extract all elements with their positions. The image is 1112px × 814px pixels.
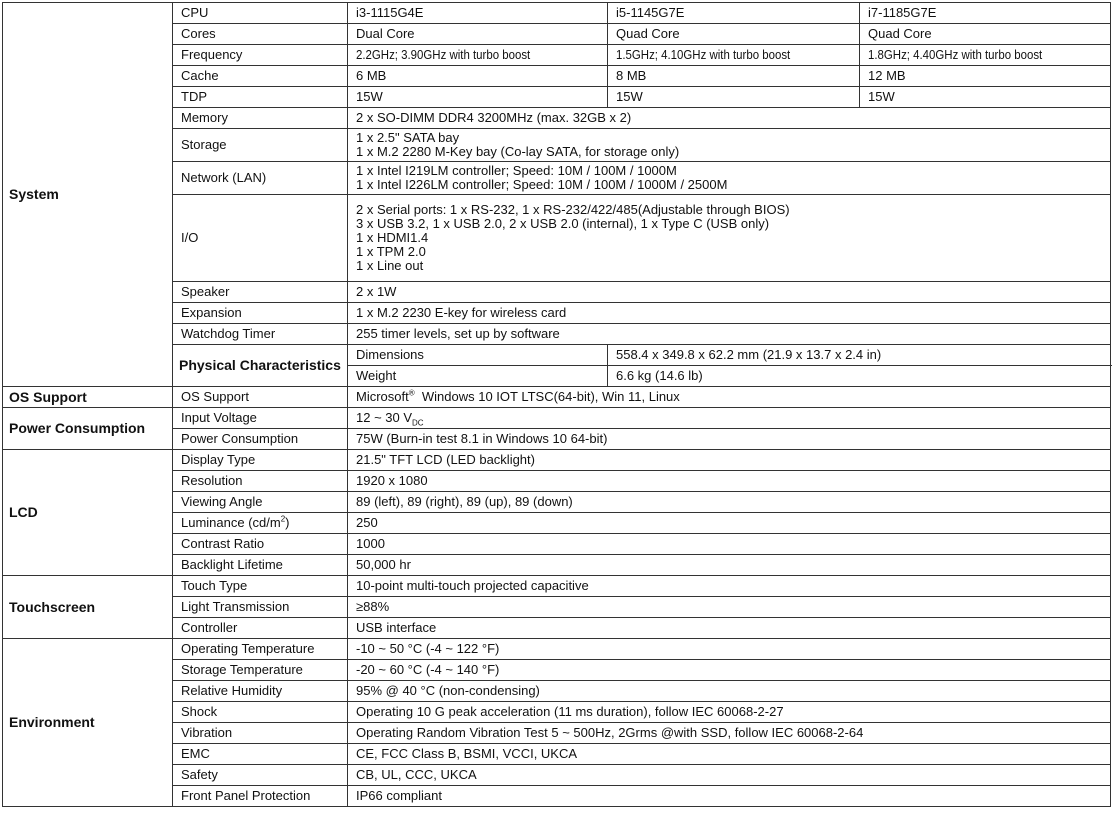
value-resolution: 1920 x 1080 — [348, 471, 1111, 492]
label-luminance-sup: 2 — [280, 514, 286, 524]
label-luminance-post: ) — [285, 515, 290, 530]
value-contrast: 1000 — [348, 534, 1111, 555]
value-weight: 6.6 kg (14.6 lb) — [608, 366, 1111, 387]
label-humidity: Relative Humidity — [173, 681, 348, 702]
label-vibration: Vibration — [173, 723, 348, 744]
label-backlight: Backlight Lifetime — [173, 555, 348, 576]
label-operating-temperature: Operating Temperature — [173, 639, 348, 660]
value-emc: CE, FCC Class B, BSMI, VCCI, UKCA — [348, 744, 1111, 765]
value-watchdog: 255 timer levels, set up by software — [348, 324, 1111, 345]
value-vibration: Operating Random Vibration Test 5 ~ 500Hz, 2Grms @with SSD, follow IEC 60068-2-64 — [348, 723, 1111, 744]
value-input-voltage — [348, 408, 1111, 429]
category-touchscreen: Touchscreen — [3, 576, 173, 639]
registered-mark: ® — [408, 388, 415, 398]
value-io-text: 2 x Serial ports: 1 x RS-232, 1 x RS-232/422/485(Adjustable through BIOS) 3 x USB 3.2, 1 x USB 2.0, 2 x USB 2.0 (internal), 1 x Type C (USB only) 1 x HDMI1.4 1 x TPM 2.0 1 x Line out — [356, 202, 790, 273]
label-dimensions: Dimensions — [348, 345, 608, 366]
value-cpu-3: i7-1185G7E — [860, 3, 1111, 24]
label-tdp: TDP — [173, 87, 348, 108]
value-os — [348, 387, 1111, 408]
label-expansion: Expansion — [173, 303, 348, 324]
label-os: OS Support — [173, 387, 348, 408]
value-io — [348, 195, 1111, 282]
value-safety: CB, UL, CCC, UKCA — [348, 765, 1111, 786]
value-expansion: 1 x M.2 2230 E-key for wireless card — [348, 303, 1111, 324]
value-os-post: Windows 10 IOT LTSC(64-bit), Win 11, Linux — [414, 389, 680, 404]
value-cache-3: 12 MB — [860, 66, 1111, 87]
value-frequency-2-text: 1.5GHz; 4.10GHz with turbo boost — [616, 47, 791, 62]
row-operating-temperature — [3, 639, 1111, 660]
spec-table — [2, 2, 1111, 807]
row-cpu — [3, 3, 1111, 24]
value-viewing-angle: 89 (left), 89 (right), 89 (up), 89 (down) — [348, 492, 1111, 513]
label-cores: Cores — [173, 24, 348, 45]
row-os — [3, 387, 1111, 408]
value-cores-3: Quad Core — [860, 24, 1111, 45]
value-frequency-2 — [608, 45, 860, 66]
value-cache-2: 8 MB — [608, 66, 860, 87]
label-weight: Weight — [348, 366, 608, 387]
value-controller: USB interface — [348, 618, 1111, 639]
value-memory: 2 x SO-DIMM DDR4 3200MHz (max. 32GB x 2) — [348, 108, 1111, 129]
label-controller: Controller — [173, 618, 348, 639]
category-physical: Physical Characteristics — [173, 345, 348, 387]
label-contrast: Contrast Ratio — [173, 534, 348, 555]
label-front-panel: Front Panel Protection — [173, 786, 348, 807]
row-input-voltage — [3, 408, 1111, 429]
value-cache-1: 6 MB — [348, 66, 608, 87]
value-cores-2: Quad Core — [608, 24, 860, 45]
value-frequency-1-text: 2.2GHz; 3.90GHz with turbo boost — [356, 47, 531, 62]
label-memory: Memory — [173, 108, 348, 129]
label-power-consumption: Power Consumption — [173, 429, 348, 450]
label-luminance — [173, 513, 348, 534]
value-backlight: 50,000 hr — [348, 555, 1111, 576]
value-tdp-3: 15W — [860, 87, 1111, 108]
category-system: System — [3, 3, 173, 387]
value-power-consumption: 75W (Burn-in test 8.1 in Windows 10 64-bit) — [348, 429, 1111, 450]
label-io: I/O — [173, 195, 348, 282]
label-resolution: Resolution — [173, 471, 348, 492]
value-luminance: 250 — [348, 513, 1111, 534]
value-frequency-1 — [348, 45, 608, 66]
value-dimensions: 558.4 x 349.8 x 62.2 mm (21.9 x 13.7 x 2.4 in) — [608, 345, 1111, 366]
label-speaker: Speaker — [173, 282, 348, 303]
value-tdp-2: 15W — [608, 87, 860, 108]
value-input-voltage-sub: DC — [412, 418, 424, 428]
value-shock: Operating 10 G peak acceleration (11 ms duration), follow IEC 60068-2-27 — [348, 702, 1111, 723]
label-cpu: CPU — [173, 3, 348, 24]
label-shock: Shock — [173, 702, 348, 723]
value-network-text: 1 x Intel I219LM controller; Speed: 10M / 100M / 1000M 1 x Intel I226LM controller; Speed: 10M / 100M / 1000M / 2500M — [356, 163, 728, 192]
value-storage-temperature: -20 ~ 60 °C (-4 ~ 140 °F) — [348, 660, 1111, 681]
value-cpu-2: i5-1145G7E — [608, 3, 860, 24]
value-display-type: 21.5" TFT LCD (LED backlight) — [348, 450, 1111, 471]
label-cache: Cache — [173, 66, 348, 87]
label-frequency: Frequency — [173, 45, 348, 66]
label-storage-temperature: Storage Temperature — [173, 660, 348, 681]
value-operating-temperature: -10 ~ 50 °C (-4 ~ 122 °F) — [348, 639, 1111, 660]
value-speaker: 2 x 1W — [348, 282, 1111, 303]
category-os: OS Support — [3, 387, 173, 408]
label-emc: EMC — [173, 744, 348, 765]
value-storage — [348, 129, 1111, 162]
label-storage: Storage — [173, 129, 348, 162]
value-input-voltage-text: 12 ~ 30 V — [356, 410, 413, 425]
label-input-voltage: Input Voltage — [173, 408, 348, 429]
value-os-pre: Microsoft — [356, 389, 409, 404]
value-frequency-3 — [860, 45, 1111, 66]
value-front-panel: IP66 compliant — [348, 786, 1111, 807]
value-touch-type: 10-point multi-touch projected capacitive — [348, 576, 1111, 597]
row-touch-type — [3, 576, 1111, 597]
value-cpu-1: i3-1115G4E — [348, 3, 608, 24]
category-lcd: LCD — [3, 450, 173, 576]
category-power: Power Consumption — [3, 408, 173, 450]
label-viewing-angle: Viewing Angle — [173, 492, 348, 513]
label-safety: Safety — [173, 765, 348, 786]
value-storage-text: 1 x 2.5" SATA bay 1 x M.2 2280 M-Key bay (Co-lay SATA, for storage only) — [356, 130, 680, 159]
label-luminance-pre: Luminance (cd/m — [181, 515, 281, 530]
label-display-type: Display Type — [173, 450, 348, 471]
value-light-transmission: ≥88% — [348, 597, 1111, 618]
value-tdp-1: 15W — [348, 87, 608, 108]
value-frequency-3-text: 1.8GHz; 4.40GHz with turbo boost — [868, 47, 1043, 62]
value-humidity: 95% @ 40 °C (non-condensing) — [348, 681, 1111, 702]
row-display-type — [3, 450, 1111, 471]
label-touch-type: Touch Type — [173, 576, 348, 597]
value-cores-1: Dual Core — [348, 24, 608, 45]
label-network: Network (LAN) — [173, 162, 348, 195]
label-light-transmission: Light Transmission — [173, 597, 348, 618]
value-network — [348, 162, 1111, 195]
label-watchdog: Watchdog Timer — [173, 324, 348, 345]
category-environment: Environment — [3, 639, 173, 807]
